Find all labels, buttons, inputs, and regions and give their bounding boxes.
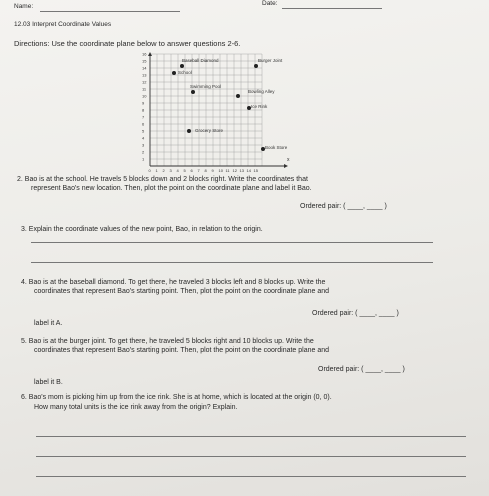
y-tick-label: 4 [142, 135, 145, 141]
directions-text: Directions: Use the coordinate plane below to answer questions 2-6. [14, 39, 241, 48]
x-tick-label: 14 [246, 168, 251, 173]
bowling-alley-label: Bowling Alley [248, 89, 275, 94]
y-tick-label: 16 [142, 52, 147, 57]
y-tick-label: 3 [142, 142, 145, 148]
x-tick-label: 4 [176, 168, 179, 173]
x-tick-label: 3 [169, 168, 172, 173]
grocery-store-point [187, 129, 191, 133]
x-tick-label: 5 [183, 168, 186, 173]
y-tick-label: 1 [142, 156, 145, 162]
q5-text-line1: 5. Bao is at the burger joint. To get there, he traveled 5 blocks right and 10 blocks up. Write the [21, 338, 314, 345]
y-tick-label: 6 [142, 121, 145, 127]
q6-answer-line-2[interactable] [36, 456, 466, 457]
q3-answer-line-2[interactable] [31, 262, 433, 263]
x-tick-label: 8 [204, 168, 207, 173]
baseball-diamond-label: Baseball Diamond [182, 58, 219, 63]
q5-text-line3: label it B. [34, 379, 63, 386]
x-tick-label: 7 [197, 168, 200, 173]
y-tick-label: 7 [142, 114, 145, 120]
y-tick-label: 11 [142, 86, 147, 92]
date-blank[interactable] [282, 8, 382, 9]
y-tick-label: 15 [142, 58, 147, 64]
y-tick-label: 5 [142, 128, 145, 134]
book-store-label: Book Store [265, 145, 288, 150]
school-label: School [178, 70, 192, 75]
q4-text-line1: 4. Bao is at the baseball diamond. To get there, he traveled 3 blocks left and 8 blocks up. Write the [21, 279, 326, 286]
y-tick-label: 8 [142, 107, 145, 113]
x-tick-label: 11 [225, 168, 230, 173]
x-tick-label: 1 [155, 168, 158, 173]
name-label: Name: [14, 3, 34, 10]
x-tick-label: 15 [253, 168, 258, 173]
q2-text-line1: 2. Bao is at the school. He travels 5 blocks down and 2 blocks right. Write the coordinates that [17, 176, 308, 183]
q2-ordered-pair[interactable]: Ordered pair: ( ____, ____ ) [300, 203, 387, 210]
baseball-diamond-point [180, 64, 184, 68]
q4-ordered-pair[interactable]: Ordered pair: ( ____, ____ ) [312, 310, 399, 317]
q6-text-line1: 6. Bao's mom is picking him up from the ice rink. She is at home, which is located at the origin (0, 0). [21, 394, 332, 401]
date-label: Date: [262, 0, 278, 7]
x-tick-labels [149, 168, 259, 173]
x-tick-label: 9 [211, 168, 214, 173]
y-tick-label: 2 [142, 149, 145, 155]
q2-text-line2: represent Bao's new location. Then, plot the point on the coordinate plane and label it Bao. [31, 185, 312, 192]
q3-text: 3. Explain the coordinate values of the new point, Bao, in relation to the origin. [21, 226, 263, 233]
x-axis-label: x [287, 157, 290, 163]
y-tick-label: 12 [142, 79, 147, 85]
y-tick-label: 9 [142, 100, 145, 106]
y-tick-label: 10 [142, 93, 147, 99]
x-tick-label: 13 [239, 168, 244, 173]
x-tick-label: 0 [148, 168, 151, 173]
swimming-pool-label: Swimming Pool [190, 84, 222, 89]
grid-lines [150, 54, 262, 166]
q5-ordered-pair[interactable]: Ordered pair: ( ____, ____ ) [318, 366, 405, 373]
swimming-pool-point [191, 90, 195, 94]
x-tick-label: 10 [218, 168, 223, 173]
y-tick-label: 14 [142, 65, 147, 71]
bowling-alley-point [236, 94, 240, 98]
q4-text-line3: label it A. [34, 320, 63, 327]
burger-joint-point [254, 64, 258, 68]
q5-text-line2: coordinates that represent Bao's starting point. Then, plot the point on the coordinate plane and [34, 347, 330, 354]
x-tick-label: 6 [190, 168, 193, 173]
q6-text-line2: How many total units is the ice rink away from the origin? Explain. [34, 404, 238, 411]
ice-rink-label: Ice Rink [251, 104, 268, 109]
y-tick-label: 13 [142, 72, 147, 78]
q3-answer-line-1[interactable] [31, 242, 433, 243]
x-tick-label: 2 [162, 168, 165, 173]
school-point [172, 71, 176, 75]
name-blank[interactable] [40, 11, 180, 12]
q4-text-line2: coordinates that represent Bao's starting point. Then, plot the point on the coordinate plane and [34, 288, 330, 295]
y-tick-labels [142, 52, 147, 162]
page-title: 12.03 Interpret Coordinate Values [14, 21, 112, 28]
q6-answer-line-1[interactable] [36, 436, 466, 437]
q6-answer-line-3[interactable] [36, 476, 466, 477]
x-tick-label: 12 [232, 168, 237, 173]
coordinate-plane [138, 52, 298, 180]
burger-joint-label: Burger Joint [258, 58, 283, 63]
grocery-store-label: Grocery Store [195, 128, 224, 133]
